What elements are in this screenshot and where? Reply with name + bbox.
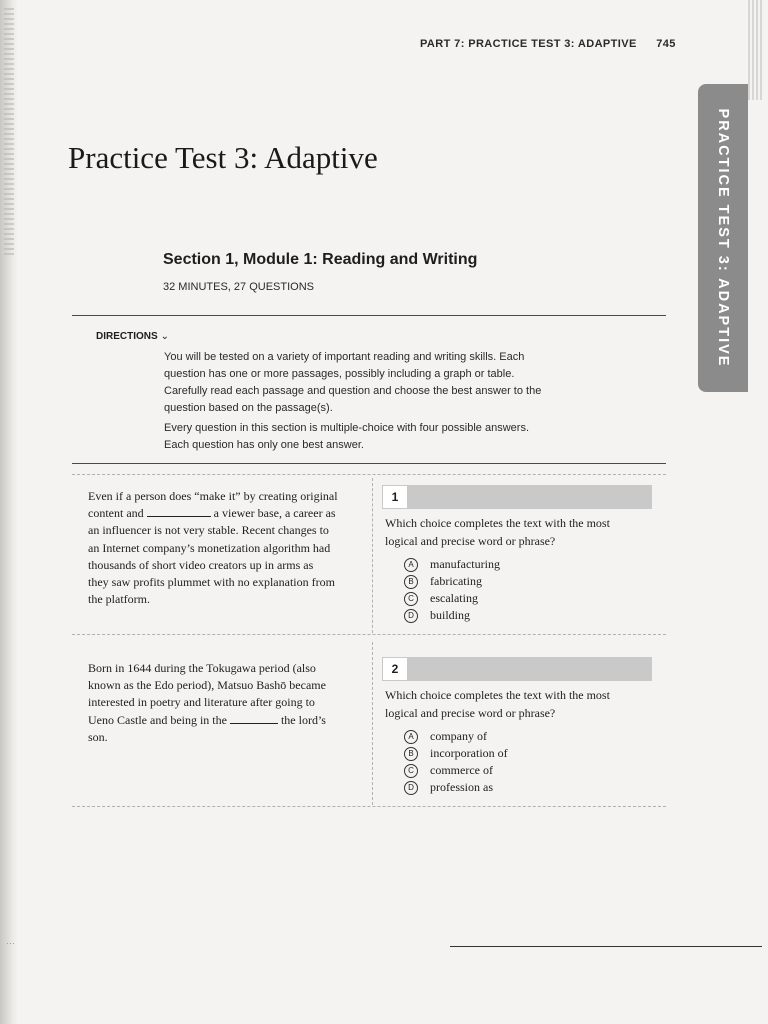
question-divider [72, 806, 666, 807]
header-title: PART 7: PRACTICE TEST 3: ADAPTIVE [420, 38, 637, 50]
text-line: they saw profits plummet with no explanation from [88, 575, 335, 590]
directions-rule [72, 463, 666, 464]
page-bottom-rule [450, 946, 762, 947]
text-line: thousands of short video creators up in arms as [88, 557, 314, 572]
answer-option-c[interactable] [404, 590, 478, 607]
option-text: building [430, 608, 471, 622]
text-line: the platform. [88, 592, 150, 607]
text-line [88, 712, 363, 729]
text-line: interested in poetry and literature after going to [88, 695, 315, 710]
side-tab-label: PRACTICE TEST 3: ADAPTIVE [715, 108, 731, 368]
text-line: Every question in this section is multiple-choice with four possible answers. [164, 422, 529, 434]
column-divider [372, 642, 373, 805]
option-letter-circle: D [404, 781, 418, 795]
directions-label: DIRECTIONS [96, 331, 158, 342]
text-line: You will be tested on a variety of important reading and writing skills. Each [164, 351, 525, 363]
text-line [88, 505, 363, 522]
directions-paragraph-2 [164, 420, 574, 454]
text-after-blank: a viewer base, a career as [210, 506, 336, 521]
text-before-blank: content and [88, 506, 147, 521]
text-line: Which choice completes the text with the most [385, 688, 610, 702]
section-rule [72, 315, 666, 316]
answer-option-b[interactable] [404, 573, 482, 590]
option-letter-circle: C [404, 764, 418, 778]
text-after-blank: the lord’s [277, 712, 326, 727]
text-line: Which choice completes the text with the most [385, 516, 610, 530]
question-1-passage [88, 488, 363, 608]
text-line: known as the Edo period), Matsuo Bashō became [88, 678, 326, 693]
section-title: Section 1, Module 1: Reading and Writing [163, 251, 478, 268]
answer-blank [147, 505, 211, 517]
text-line: logical and precise word or phrase? [385, 706, 556, 720]
question-1-prompt [385, 514, 650, 550]
text-before-blank: Ueno Castle and being in the [88, 712, 230, 727]
option-letter-circle: D [404, 609, 418, 623]
text-line: Even if a person does “make it” by creating original [88, 489, 338, 503]
answer-option-c[interactable] [404, 762, 493, 779]
question-1-header-bar [382, 485, 652, 509]
text-line: an Internet company’s monetization algorithm had [88, 540, 331, 555]
question-number: 1 [382, 485, 408, 509]
option-text: commerce of [430, 763, 493, 777]
answer-option-d[interactable] [404, 607, 470, 624]
option-letter-circle: C [404, 592, 418, 606]
answer-option-b[interactable] [404, 745, 508, 762]
option-text: incorporation of [430, 746, 508, 760]
option-text: escalating [430, 591, 478, 605]
option-letter-circle: A [404, 558, 418, 572]
text-line: son. [88, 729, 108, 744]
option-letter-circle: B [404, 747, 418, 761]
text-line: Carefully read each passage and question and choose the best answer to the [164, 385, 542, 397]
page-title: Practice Test 3: Adaptive [68, 140, 378, 175]
text-line: Born in 1644 during the Tokugawa period (also [88, 661, 316, 675]
question-number: 2 [382, 657, 408, 681]
option-letter-circle: A [404, 730, 418, 744]
scan-edge-marks [4, 8, 14, 258]
column-divider [372, 478, 373, 633]
option-text: fabricating [430, 574, 482, 588]
answer-option-d[interactable] [404, 779, 493, 796]
option-text: manufacturing [430, 557, 500, 571]
question-2-prompt [385, 686, 650, 722]
question-divider [72, 634, 666, 635]
side-tab [698, 84, 748, 392]
question-2-passage [88, 660, 363, 746]
page-number: 745 [656, 38, 676, 50]
text-line: logical and precise word or phrase? [385, 534, 556, 548]
page-edge-lines [748, 0, 762, 100]
answer-blank [230, 712, 278, 724]
text-line: question based on the passage(s). [164, 402, 333, 414]
answer-option-a[interactable] [404, 728, 487, 745]
directions-toggle[interactable] [96, 331, 169, 342]
text-line: Each question has only one best answer. [164, 439, 364, 451]
scan-mark: ⋯ [6, 938, 15, 948]
option-text: company of [430, 729, 487, 743]
running-header [420, 38, 676, 50]
question-2-header-bar [382, 657, 652, 681]
text-line: an influencer is not very stable. Recent changes to [88, 523, 329, 538]
text-line: question has one or more passages, possibly including a graph or table. [164, 368, 515, 380]
option-letter-circle: B [404, 575, 418, 589]
chevron-down-icon: ⌄ [160, 331, 170, 342]
option-text: profession as [430, 780, 493, 794]
section-subtitle: 32 MINUTES, 27 QUESTIONS [163, 281, 314, 293]
directions-paragraph-1 [164, 349, 574, 417]
question-divider [72, 474, 666, 475]
answer-option-a[interactable] [404, 556, 500, 573]
